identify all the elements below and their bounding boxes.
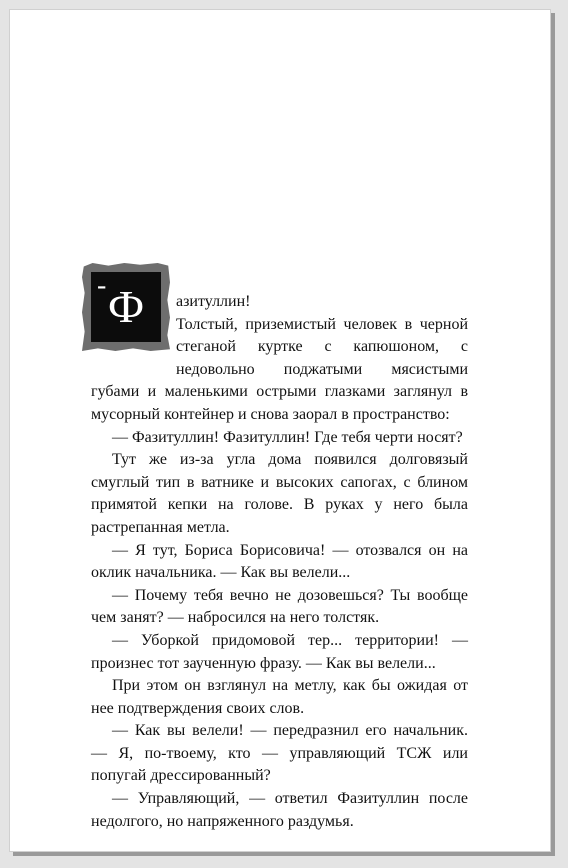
drop-cap — [82, 270, 172, 375]
drop-cap-box — [91, 272, 161, 342]
paragraph-7: — Уборкой придомовой тер... территории! — произнес тот заученную фразу. — Как вы велели... — [91, 631, 468, 672]
paragraph-3: — Фазитуллин! Фазитуллин! Где тебя черти носят? — [112, 428, 463, 446]
paragraph-9: — Как вы велели! — передразнил его начальник. — Я, по-твоему, кто — управляющий ТСЖ или попугай дрессированный? — [91, 722, 468, 785]
paragraph-10: — Управляющий, — ответил Фазитуллин после недолгого, но напряженного раздумья. — [91, 790, 468, 830]
drop-cap-dash: - — [97, 270, 107, 301]
paragraph-5: — Я тут, Бориса Борисовича! — отозвался он на оклик начальника. — Как вы велели... — [91, 541, 468, 582]
book-page — [9, 9, 551, 852]
body-text — [91, 270, 468, 833]
paragraph-6: — Почему тебя вечно не дозовешься? Ты вообще чем занят? — набросился на него толстяк. — [91, 586, 468, 627]
paragraph-4: Тут же из-за угла дома появился долговязый смуглый тип в ватнике и высоких сапогах, с блином примятой кепки на голове. В руках у него была растрепанная метла. — [91, 451, 468, 536]
drop-cap-letter: Ф — [107, 281, 145, 332]
paragraph-2: Толстый, приземистый человек в черной стеганой куртке с капюшоном, с недовольно поджатыми мясистыми губами и маленькими острыми глазками заглянул в мусорный контейнер и снова заорал в пространство: — [91, 315, 468, 423]
paragraph-1: азитуллин! — [176, 293, 251, 310]
paragraph-8: При этом он взглянул на метлу, как бы ожидая от нее подтверждения своих слов. — [91, 677, 468, 717]
